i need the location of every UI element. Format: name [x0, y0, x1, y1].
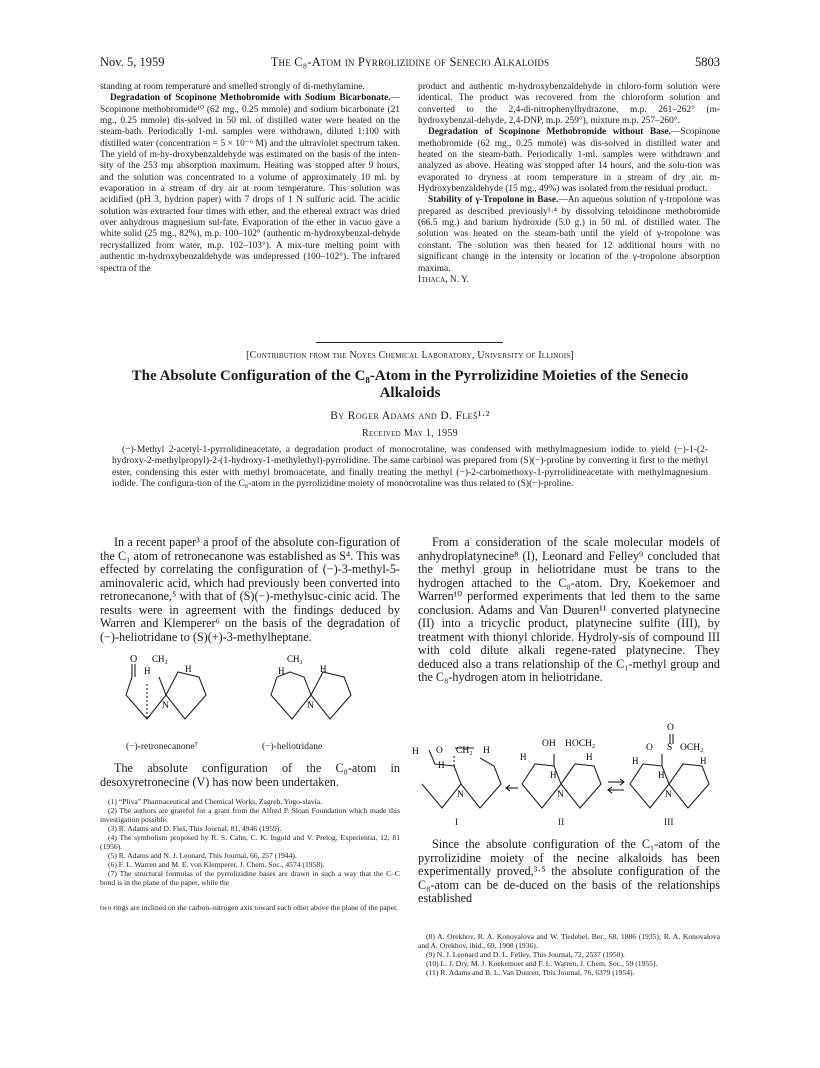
- hydrogen-label: H: [586, 752, 593, 762]
- sulfur-label: S: [667, 743, 673, 753]
- section-heading: Degradation of Scopinone Methobromide with Sodium Bicarbonate.: [110, 93, 391, 104]
- hydrogen-label: H: [520, 752, 527, 762]
- left-footnotes: [100, 797, 400, 913]
- paragraph-body: —Scopinone methobromide (62 mg., 0.25 mmole) was dis-solved in distilled water and heated on the steam-bath. Periodically 1-ml. samples were withdrawn and analyzed as above. Heating was stopped after 14 hours, and the solu-tion was evaporated to dryness at room temperature in a stream of dry air. m-Hydroxybenzaldehyde (15 mg., 49%) was isolated from the residual product.: [418, 127, 720, 195]
- header-date: Nov. 5, 1959: [100, 55, 165, 69]
- hydrogen-label: H: [658, 770, 665, 780]
- section-heading: Degradation of Scopinone Methobromide without Base.: [428, 127, 672, 138]
- place-line: Ithaca, N. Y.: [418, 274, 469, 285]
- footnote: (6) F. L. Warren and M. E. von Klemperer, J. Chem. Soc., 4574 (1958).: [108, 860, 325, 870]
- nitrogen-label: N: [162, 701, 169, 711]
- prev-left-paragraph-1: standing at room temperature and smelled strongly of di-methylamine.: [100, 82, 365, 92]
- methyl-label: CH₃: [152, 654, 168, 664]
- nitrogen-label: N: [665, 790, 672, 800]
- prev-article-right-column: [418, 82, 720, 286]
- footnote: (10) L. J. Dry, M. J. Koekemoer and F. L. Warren, J. Chem. Soc., 59 (1955).: [426, 959, 658, 969]
- article-title: The Absolute Configuration of the C₈-Atom in the Pyrrolizidine Moieties of the Senecio Alkaloids: [131, 368, 689, 401]
- structure-label-retronecanone: (−)-retronecanone⁷: [126, 742, 198, 752]
- right-body-paragraph-2: Since the absolute configuration of the C₁-atom of the pyrrolizidine moiety of the necine alkaloids has been experimentally proved,³·⁵ the absolute configuration of the C₈-atom can be de-duced on the basis of the relationships established: [418, 837, 720, 905]
- hydrogen-label: H: [144, 666, 151, 676]
- hydroxyl-label: OH: [542, 739, 556, 749]
- footnote: (9) N. J. Leonard and D. L. Felley, This Journal, 72, 2537 (1950).: [426, 950, 625, 960]
- paragraph-body: —An aqueous solution of γ-tropolone was prepared as described previously¹·⁴ by dissolving teloidinone methobromide (66.5 mg.) and barium hydroxide (5.0 g.) in 50 ml. of distilled water. The solution was heated on the steam-bath until the yield of γ-tropolone was constant. The solution was then heated for 12 additional hours with no significant change in the intensity or location of the γ-tropolone absorption maxima.: [418, 195, 720, 274]
- prev-right-paragraph-3: [418, 195, 720, 274]
- footnote: (5) R. Adams and N. J. Leonard, This Journal, 66, 257 (1944).: [108, 851, 297, 861]
- footnote: (11) R. Adams and B. L. Van Duuren, This Journal, 76, 6379 (1954).: [426, 968, 635, 978]
- footnote: (2) The authors are grateful for a grant from the Alfred P. Sloan Foundation which made this investigation possible.: [100, 806, 400, 825]
- footnote: (8) A. Orekhov, R. A. Konovalova and W. Tiedebel, Ber., 68, 1886 (1935); R. A. Konovalova and A. Orekhov, ibid., 69, 1908 (1936).: [418, 932, 720, 951]
- nitrogen-label: N: [557, 790, 564, 800]
- structure-label-heliotridane: (−)-heliotridane: [262, 742, 323, 752]
- paragraph-body: —Scopinone methobromide¹⁰ (62 mg., 0.25 mmole) and sodium bicarbonate (21 mg., 0.25 mmole) dis-solved in 50 ml. of distilled water were heated on the steam-bath. Periodically 1-ml. samples were withdrawn, diluted 1:100 with distilled water (concentration = 5 × 10⁻⁶ M) and the ultraviolet spectrum taken. The yield of m-hy-droxybenzaldehyde was estimated on the basis of the inten-sity of the 253 mμ absorption maximum. Heating was stopped after 9 hours, and the solution was concentrated to a volume of approximately 10 ml. by evaporation in a stream of dry air at room temperature. This solution was acidified (pH 3, hydrion paper) with 7 drops of 1 N sulfuric acid. The acidic solution was extracted four times with ether, and the ethereal extract was dried over anhydrous magnesium sul-fate. Evaporation of the ether in vacuo gave a white solid (25 mg., 82%), m.p. 100–102° (authentic m-hydroxybenzal-dehyde recrystallized from water, m.p. 102–103°). A mix-ture melting point with authentic m-hydroxybenzaldehyde was undepressed (100–102°). The infrared spectra of the: [100, 93, 400, 274]
- hydrogen-label: H: [632, 756, 639, 766]
- hydrogen-label: H: [320, 664, 327, 674]
- hydrogen-label: H: [700, 756, 707, 766]
- footnote: (4) The symbolism proposed by R. S. Cahn, C. K. Ingold and V. Prelog, Experientia, 12, 81 (1956).: [100, 833, 400, 852]
- prev-right-paragraph-2: [418, 127, 720, 195]
- hydrogen-label: H: [438, 760, 445, 770]
- contribution-line: [Contribution from the Noyes Chemical Laboratory, University of Illinois]: [246, 350, 574, 361]
- footnote: two rings are inclined on the carbon–nitrogen axis toward each other above the plane of the paper.: [100, 903, 398, 913]
- prev-left-paragraph-2: [100, 93, 400, 275]
- header-running-title: The C₈-Atom in Pyrrolizidine of Senecio Alkaloids: [270, 55, 550, 69]
- compound-label-ii: II: [558, 818, 565, 828]
- hydrogen-label: H: [550, 770, 557, 780]
- oxygen-atom-label: O: [667, 723, 674, 733]
- left-body-paragraph-1: In a recent paper³ a proof of the absolute con-figuration of the C₁ atom of retronecanone was established as S⁴. This was effected by correlating the configuration of (−)-3-methyl-5-aminovaleric acid, which had previously been converted into retronecanone,⁵ with that of (S)(−)-methylsuc-cinic acid. The results were in agreement with the findings deduced by Warren and Klemperer⁶ on the basis of the degradation of (−)-heliotridane to (S)(+)-3-methylheptane.: [100, 535, 400, 644]
- oxygen-atom-label: O: [436, 746, 443, 756]
- nitrogen-label: N: [457, 790, 464, 800]
- prev-article-left-column: [100, 82, 400, 275]
- nitrogen-label: N: [307, 701, 314, 711]
- structures-retronecanone-heliotridane: [112, 650, 382, 735]
- methyl-label: CH₃: [287, 654, 303, 664]
- hydrogen-label: H: [483, 746, 490, 756]
- section-divider: [316, 342, 503, 343]
- compound-label-iii: III: [664, 818, 674, 828]
- methylene-label: CH₂: [456, 746, 473, 756]
- running-header: [100, 55, 720, 71]
- hydroxymethyl-label: HOCH₂: [565, 739, 596, 749]
- oxygen-atom-label: O: [646, 743, 653, 753]
- structures-i-ii-iii: [410, 720, 720, 816]
- abstract: (−)-Methyl 2-acetyl-1-pyrrolidineacetate, a degradation product of monocrotaline, was condensed with methylmagnesium iodide to yield (−)-1-(2-hydroxy-2-methylpropyl)-2-(1-hydroxy-1-methylethyl)-pyrrolidine. The same carbinol was prepared from (S)(−)-proline by converting it first to the methyl ester, condensing this ester with methyl bromoacetate, and finally treating the methyl (−)-2-carbomethoxy-1-pyrrolidineacetate with methylmagnesium iodide. The configura-tion of the C₈-atom in the pyrrolizidine moiety of monocrotaline was thus related to (S)(−)-proline.: [112, 445, 708, 489]
- methyleneoxy-label: OCH₂: [680, 743, 704, 753]
- header-page-number: 5803: [695, 55, 720, 69]
- left-body-paragraph-2: The absolute configuration of the C₈-atom in desoxyretronecine (V) has now been undertaken.: [100, 761, 400, 789]
- received-date: Received May 1, 1959: [362, 428, 458, 439]
- oxygen-atom-label: O: [130, 654, 138, 665]
- section-heading: Stability of γ-Tropolone in Base.: [428, 195, 559, 206]
- prev-right-paragraph-1: product and authentic m-hydroxybenzaldehyde in chloro-form solution were identical. The product was recovered from the chloroform solution and converted to the 2,4-di-nitrophenylhydrazone, m.p. 261–262° (m-hydroxybenzal-dehyde, 2,4-DNP, m.p. 259°), mixture m.p. 257–260°.: [418, 82, 720, 127]
- hydrogen-label: H: [185, 664, 192, 674]
- hydrogen-label: H: [412, 747, 419, 757]
- right-body-paragraph-1: From a consideration of the scale molecular models of anhydroplatynecine⁸ (I), Leonard and Felley⁹ concluded that the methyl group in heliotridane must be trans to the hydrogen attached to the C₈-atom. Dry, Koekemoer and Warren¹⁰ performed experiments that led them to the same conclusion. Adams and Van Duuren¹¹ converted platynecine (II) into a tricyclic product, platynecine sulfite (III), by treatment with thionyl chloride. Hydroly-sis of compound III with cold dilute alkali regene-rated platynecine. They deduced also a trans relationship of the C₁-methyl group and the C₈-hydrogen atom in heliotridane.: [418, 535, 720, 684]
- compound-label-i: I: [455, 818, 459, 828]
- article-authors: By Roger Adams and D. Fleš¹·²: [330, 410, 490, 422]
- right-footnotes: [418, 932, 720, 977]
- footnote: (3) R. Adams and D. Fleš, This Journal, 81, 4946 (1959).: [108, 824, 282, 834]
- footnote: (1) “Pliva” Pharmaceutical and Chemical Works, Zagreb, Yugo-slavia.: [108, 797, 323, 806]
- footnote: (7) The structural formulas of the pyrrolizidine bases are drawn in such a way that the C–C bond is in the plane of the paper, while the: [100, 869, 400, 888]
- hydrogen-label: H: [278, 666, 285, 676]
